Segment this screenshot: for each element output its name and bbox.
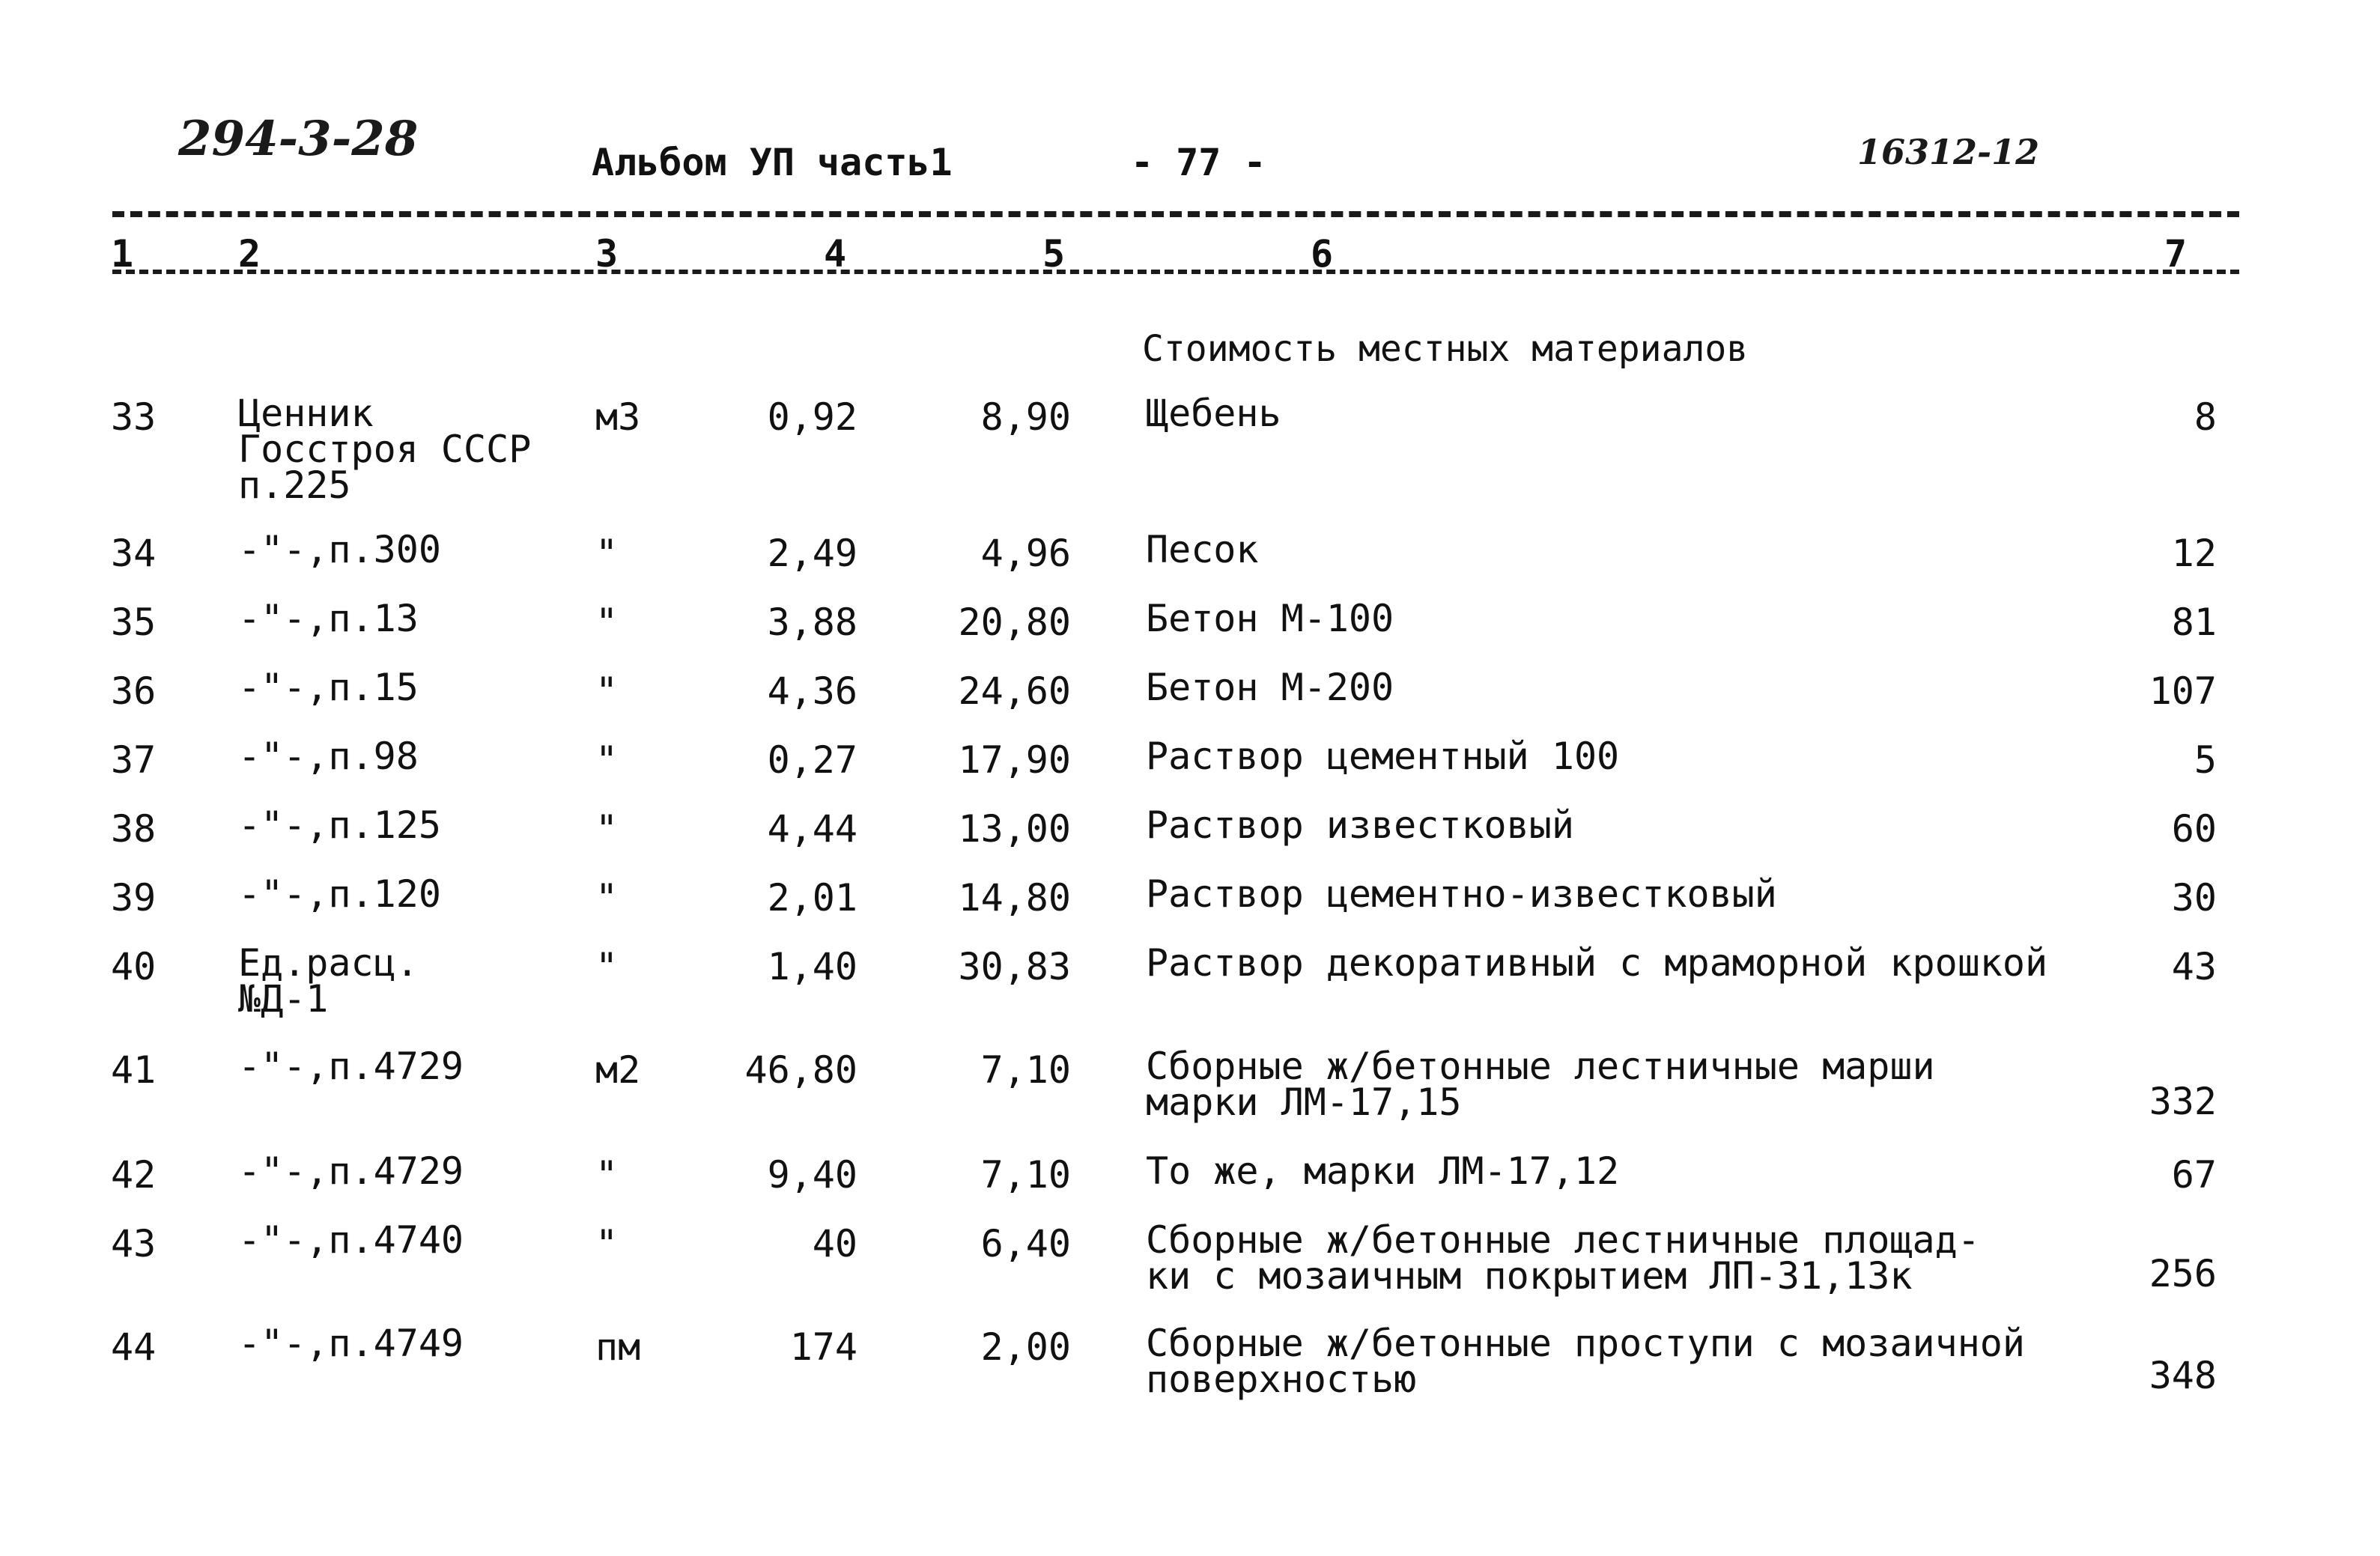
quantity: 2,49 [767,532,857,575]
material-name: Раствор декоративный с мраморной крошкой [1146,941,2048,985]
unit: " [595,1153,619,1197]
page-number: - 77 - [1131,141,1266,184]
unit-price: 30,83 [958,945,1071,988]
column-number: 1 [111,232,134,276]
material-name: То же, марки ЛМ-17,12 [1146,1149,1620,1193]
quantity: 2,01 [767,876,857,920]
cost: 8 [2194,395,2217,439]
unit-price: 24,60 [958,669,1071,713]
unit: " [595,945,619,988]
row-number: 42 [111,1153,157,1197]
row-number: 41 [111,1048,157,1092]
unit: " [595,876,619,920]
quantity: 40 [812,1222,857,1265]
price-source: -"-,п.98 [238,735,419,778]
unit: " [595,601,619,644]
unit-price: 7,10 [980,1153,1071,1197]
column-number: 6 [1311,232,1334,276]
price-source: -"-,п.4740 [238,1218,464,1262]
unit: " [595,532,619,575]
header-rule [112,211,2239,217]
unit: м3 [595,395,641,439]
unit: пм [595,1325,641,1369]
quantity: 0,92 [767,395,857,439]
unit-price: 8,90 [980,395,1071,439]
row-number: 33 [111,395,157,439]
column-number: 3 [595,232,619,276]
quantity: 9,40 [767,1153,857,1197]
cost: 43 [2171,945,2217,988]
unit-price: 20,80 [958,601,1071,644]
unit-price: 17,90 [958,738,1071,782]
unit: м2 [595,1048,641,1092]
cost: 332 [2149,1080,2217,1123]
quantity: 46,80 [744,1048,857,1092]
material-name: Сборные ж/бетонные лестничные марши марки ЛМ-17,15 [1146,1045,1935,1124]
cost: 81 [2171,601,2217,644]
unit: " [595,1222,619,1265]
cost: 107 [2149,669,2217,713]
material-name: Сборные ж/бетонные лестничные площад- ки с мозаичным покрытием ЛП-31,13к [1146,1218,1980,1298]
row-number: 38 [111,807,157,851]
row-number: 39 [111,876,157,920]
unit-price: 7,10 [980,1048,1071,1092]
album-title: Альбом УП часть1 [592,141,953,184]
column-number: 5 [1042,232,1066,276]
quantity: 1,40 [767,945,857,988]
price-source: -"-,п.120 [238,872,441,916]
material-name: Песок [1146,528,1259,571]
material-name: Раствор известковый [1146,803,1574,847]
price-source: -"-,п.4729 [238,1149,464,1193]
quantity: 174 [789,1325,857,1369]
material-name: Бетон М-200 [1146,666,1394,709]
material-name: Сборные ж/бетонные проступи с мозаичной поверхностью [1146,1322,2025,1401]
column-number: 2 [238,232,261,276]
unit-price: 13,00 [958,807,1071,851]
unit-price: 4,96 [980,532,1071,575]
unit: " [595,738,619,782]
price-source: -"-,п.4729 [238,1045,464,1088]
cost: 348 [2149,1354,2217,1397]
column-number: 7 [2164,232,2188,276]
quantity: 4,44 [767,807,857,851]
quantity: 0,27 [767,738,857,782]
row-number: 34 [111,532,157,575]
cost: 256 [2149,1252,2217,1295]
row-number: 37 [111,738,157,782]
unit-price: 6,40 [980,1222,1071,1265]
column-number: 4 [824,232,847,276]
price-source: Ед.расц. №Д-1 [238,941,419,1021]
section-title: Стоимость местных материалов [1142,328,1749,370]
handwritten-code-left: 294-3-28 [178,111,419,167]
material-name: Щебень [1146,392,1281,435]
price-source: Ценник Госстроя СССР п.225 [238,392,532,507]
material-name: Раствор цементно-известковый [1146,872,1777,916]
row-number: 35 [111,601,157,644]
row-number: 43 [111,1222,157,1265]
price-source: -"-,п.300 [238,528,441,571]
column-numbers-rule [112,270,2239,274]
handwritten-code-right: 16312-12 [1857,132,2040,172]
unit-price: 2,00 [980,1325,1071,1369]
cost: 60 [2171,807,2217,851]
quantity: 4,36 [767,669,857,713]
cost: 5 [2194,738,2217,782]
quantity: 3,88 [767,601,857,644]
price-source: -"-,п.13 [238,597,419,640]
material-name: Бетон М-100 [1146,597,1394,640]
cost: 30 [2171,876,2217,920]
cost: 12 [2171,532,2217,575]
row-number: 36 [111,669,157,713]
unit: " [595,807,619,851]
unit-price: 14,80 [958,876,1071,920]
cost: 67 [2171,1153,2217,1197]
price-source: -"-,п.15 [238,666,419,709]
row-number: 44 [111,1325,157,1369]
price-source: -"-,п.125 [238,803,441,847]
unit: " [595,669,619,713]
price-source: -"-,п.4749 [238,1322,464,1365]
row-number: 40 [111,945,157,988]
material-name: Раствор цементный 100 [1146,735,1620,778]
